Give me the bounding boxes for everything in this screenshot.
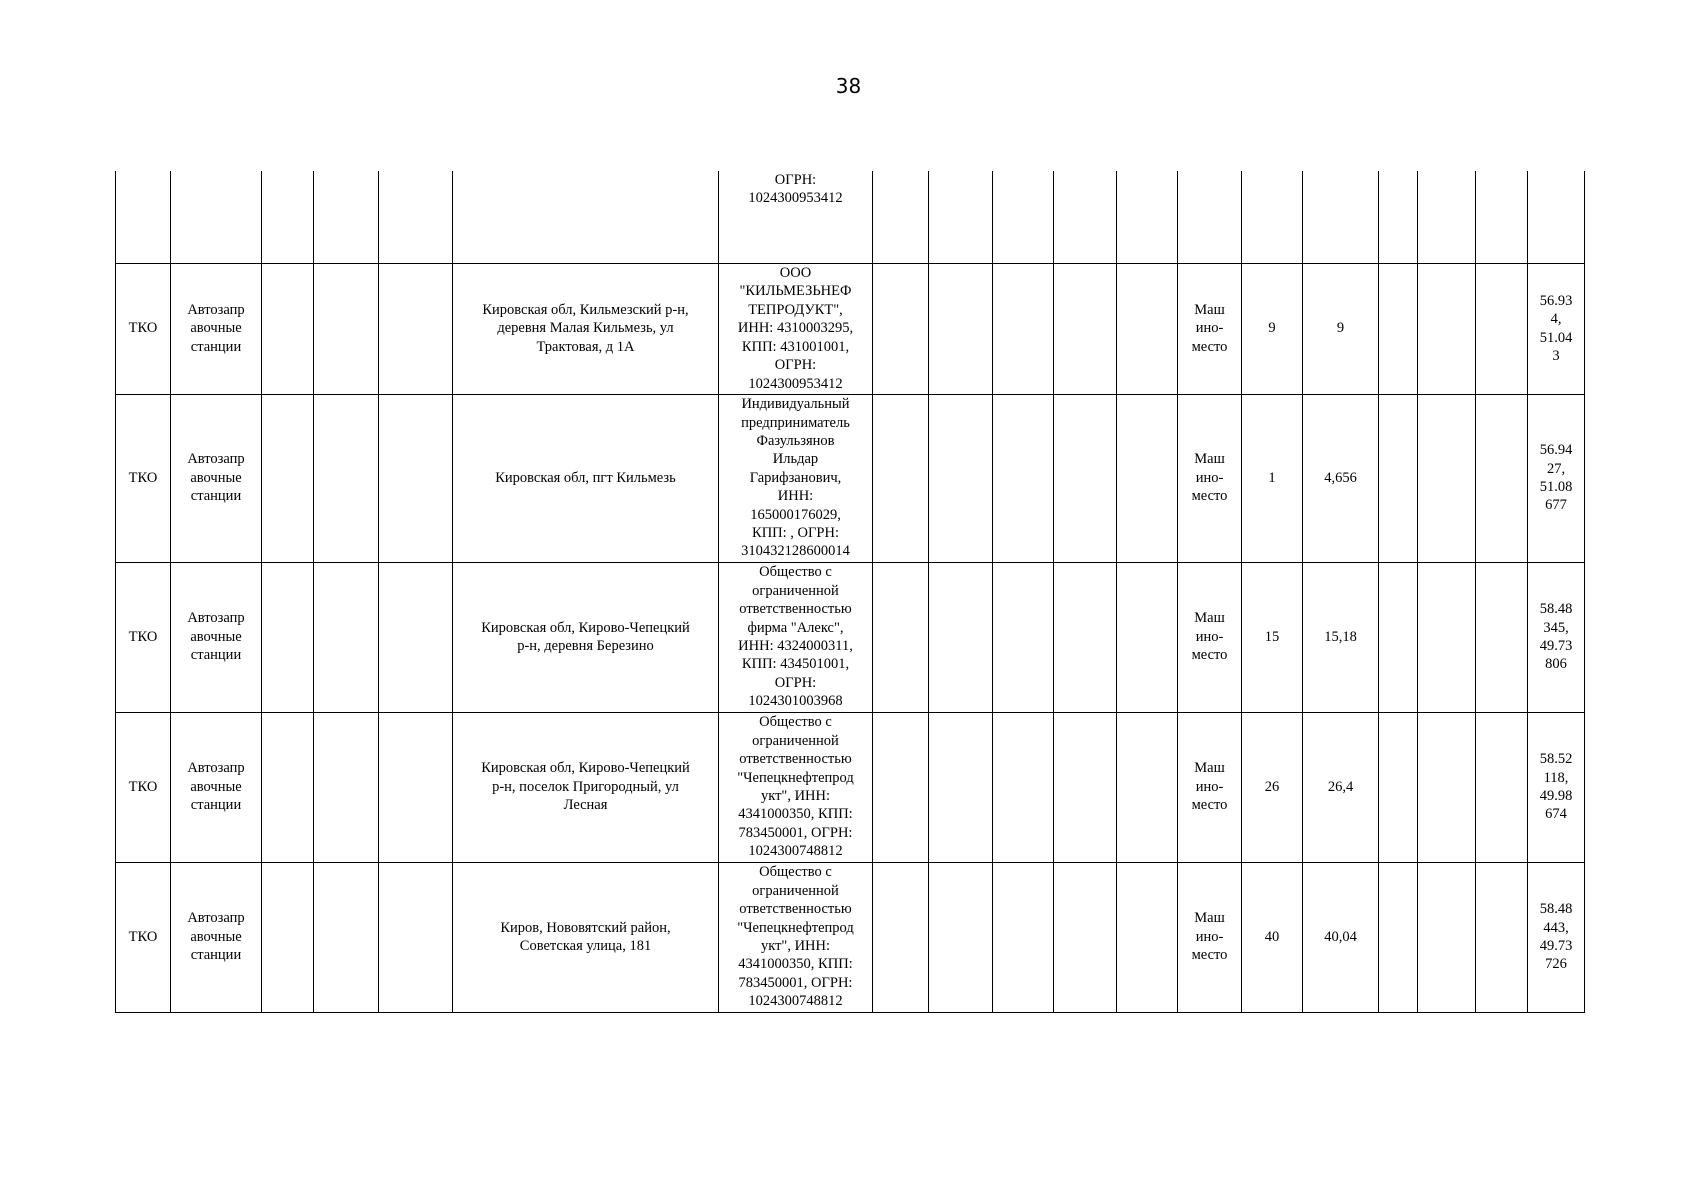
cell-unit: Маш ино- место xyxy=(1178,862,1242,1012)
cell-organization: Общество с ограниченной ответственностью "Чепецкнефтепрод укт", ИНН: 4341000350, КПП: 783450001, ОГРН: 1024300748812 xyxy=(719,862,873,1012)
page-number: 38 xyxy=(835,74,862,98)
cell-waste-type: ТКО xyxy=(116,394,171,562)
cell-organization: Общество с ограниченной ответственностью фирма "Алекс", ИНН: 4324000311, КПП: 434501001, ОГРН: 1024301003968 xyxy=(719,562,873,712)
cell-organization: ОГРН: 1024300953412 xyxy=(719,171,873,263)
table-row xyxy=(116,862,1585,1012)
cell-organization: Индивидуальный предприниматель Фазульзянов Ильдар Гарифзанович, ИНН: 165000176029, КПП: , ОГРН: 310432128600014 xyxy=(719,394,873,562)
cell-address: Кировская обл, пгт Кильмезь xyxy=(453,394,719,562)
cell-unit: Маш ино- место xyxy=(1178,263,1242,394)
cell-quantity: 1 xyxy=(1242,394,1303,562)
cell-category: Автозапр авочные станции xyxy=(171,712,262,862)
cell-quantity-total: 40,04 xyxy=(1303,862,1379,1012)
table-row xyxy=(116,263,1585,394)
cell-quantity: 40 xyxy=(1242,862,1303,1012)
cell-quantity: 26 xyxy=(1242,712,1303,862)
cell-organization: ООО "КИЛЬМЕЗЬНЕФ ТЕПРОДУКТ", ИНН: 4310003295, КПП: 431001001, ОГРН: 1024300953412 xyxy=(719,263,873,394)
cell-waste-type: ТКО xyxy=(116,862,171,1012)
cell-waste-type: ТКО xyxy=(116,712,171,862)
cell-coordinates: 56.94 27, 51.08 677 xyxy=(1528,394,1585,562)
cell-unit: Маш ино- место xyxy=(1178,712,1242,862)
cell-coordinates: 56.93 4, 51.04 3 xyxy=(1528,263,1585,394)
cell-quantity-total: 26,4 xyxy=(1303,712,1379,862)
cell-quantity-total: 9 xyxy=(1303,263,1379,394)
cell-category: Автозапр авочные станции xyxy=(171,562,262,712)
cell-waste-type: ТКО xyxy=(116,263,171,394)
table-row xyxy=(116,394,1585,562)
cell-category: Автозапр авочные станции xyxy=(171,862,262,1012)
cell-coordinates: 58.48 345, 49.73 806 xyxy=(1528,562,1585,712)
registry-table xyxy=(115,171,1585,1013)
cell-coordinates: 58.48 443, 49.73 726 xyxy=(1528,862,1585,1012)
cell-address: Киров, Нововятский район, Советская улица, 181 xyxy=(453,862,719,1012)
cell-quantity-total: 15,18 xyxy=(1303,562,1379,712)
cell-address: Кировская обл, Кирово-Чепецкий р-н, деревня Березино xyxy=(453,562,719,712)
cell-unit: Маш ино- место xyxy=(1178,562,1242,712)
table-row xyxy=(116,562,1585,712)
cell-waste-type: ТКО xyxy=(116,562,171,712)
cell-coordinates: 58.52 118, 49.98 674 xyxy=(1528,712,1585,862)
cell-quantity: 15 xyxy=(1242,562,1303,712)
cell-category: Автозапр авочные станции xyxy=(171,263,262,394)
cell-address: Кировская обл, Кирово-Чепецкий р-н, поселок Пригородный, ул Лесная xyxy=(453,712,719,862)
table-row xyxy=(116,712,1585,862)
cell-category: Автозапр авочные станции xyxy=(171,394,262,562)
cell-quantity-total: 4,656 xyxy=(1303,394,1379,562)
cell-organization: Общество с ограниченной ответственностью "Чепецкнефтепрод укт", ИНН: 4341000350, КПП: 783450001, ОГРН: 1024300748812 xyxy=(719,712,873,862)
cell-unit: Маш ино- место xyxy=(1178,394,1242,562)
cell-address: Кировская обл, Кильмезский р-н, деревня Малая Кильмезь, ул Трактовая, д 1А xyxy=(453,263,719,394)
table-row-continuation xyxy=(116,171,1585,263)
cell-quantity: 9 xyxy=(1242,263,1303,394)
